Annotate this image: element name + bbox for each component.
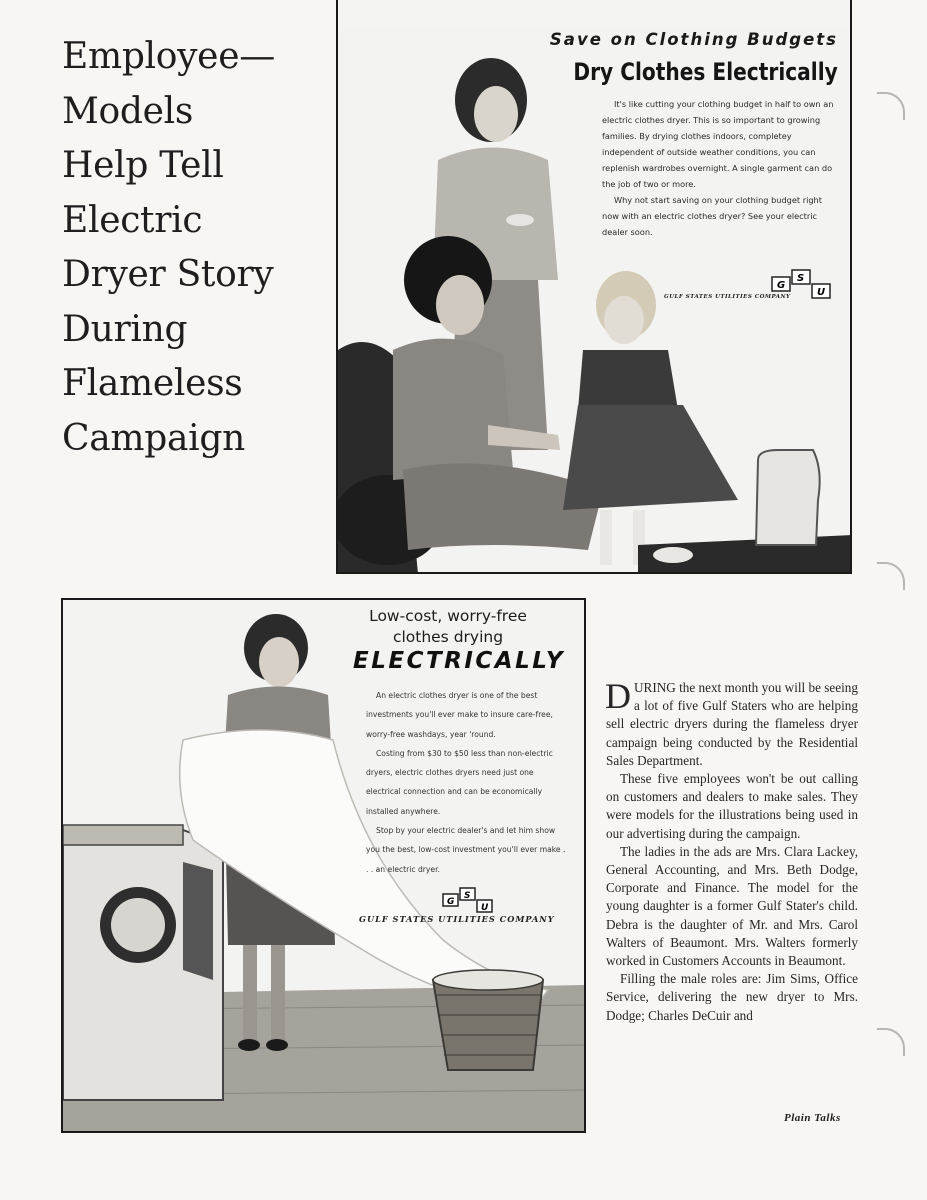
page-headline bbox=[62, 30, 312, 466]
punch-hole bbox=[877, 92, 905, 120]
ad-title: ELECTRICALLY bbox=[353, 648, 565, 674]
gsu-logo-icon bbox=[441, 886, 501, 916]
ad-paragraph: Why not start saving on your clothing budget right now with an electric clothes dryer? See your electric dealer soon. bbox=[602, 195, 822, 237]
ad-heading-line: Low-cost, worry-free bbox=[369, 607, 527, 625]
article-paragraph bbox=[605, 676, 858, 770]
headline-line: During bbox=[62, 308, 188, 350]
ad-tagline: Save on Clothing Budgets bbox=[549, 30, 838, 49]
logo-letter: U bbox=[481, 903, 489, 913]
headline-line: Models bbox=[62, 90, 194, 132]
logo-letter: S bbox=[464, 891, 471, 901]
headline-line: Employee— bbox=[62, 36, 275, 77]
logo-letter: U bbox=[817, 287, 826, 298]
advertisement-dry-clothes bbox=[336, 0, 852, 574]
headline-line: Campaign bbox=[62, 417, 245, 459]
ad-body-text bbox=[366, 686, 566, 879]
article-paragraph: The ladies in the ads are Mrs. Clara Lackey, General Accounting, and Mrs. Beth Dodge, Corporate and Finance. The model for the young daughter is a former Gulf Stater's child. Debra is the daughter of Mr. and Mrs. Carol Walters of Beaumont. Mrs. Walters formerly worked in Customers Accounts in Beaumont. bbox=[606, 843, 858, 969]
punch-hole bbox=[877, 1028, 905, 1056]
logo-letter: S bbox=[797, 273, 805, 284]
punch-hole bbox=[877, 562, 905, 590]
ad-paragraph: Stop by your electric dealer's and let him show you the best, low-cost investment you'll ever make . . . an electric dryer. bbox=[366, 826, 566, 874]
ad-paragraph: An electric clothes dryer is one of the best investments you'll ever make to insure care-free, worry-free washdays, year 'round. bbox=[366, 691, 553, 739]
ad-body-text bbox=[602, 96, 838, 240]
headline-line: Dryer Story bbox=[62, 254, 274, 295]
article-text bbox=[605, 676, 858, 1025]
logo-letter: G bbox=[777, 280, 786, 291]
ad-paragraph: It's like cutting your clothing budget in half to own an electric clothes dryer. This is so important to growing families. By drying clothes indoors, completey independent of outside weather conditions, you can replenish wardrobes overnight. A single garment can do the job of two or more. bbox=[602, 99, 834, 189]
ad-heading-line: clothes drying bbox=[392, 628, 504, 646]
article-paragraph: These five employees won't be out calling on customers and dealers to make sales. They were models for the illustrations being used in our advertising during the campaign. bbox=[606, 771, 858, 841]
company-name: GULF STATES UTILITIES COMPANY bbox=[359, 914, 555, 924]
logo-letter: G bbox=[447, 897, 455, 907]
company-name: GULF STATES UTILITIES COMPANY bbox=[664, 294, 791, 300]
headline-line: Help Tell bbox=[62, 145, 224, 186]
advertisement-electrically bbox=[61, 598, 586, 1133]
publication-footer: Plain Talks bbox=[784, 1112, 841, 1124]
ad-title: Dry Clothes Electrically bbox=[573, 58, 838, 86]
drop-cap: D bbox=[605, 676, 631, 716]
article-paragraph: Filling the male roles are: Jim Sims, Office Service, delivering the new dryer to Mrs. Dodge; Charles DeCuir and bbox=[606, 971, 858, 1023]
headline-line: Flameless bbox=[62, 363, 243, 404]
ad-paragraph: Costing from $30 to $50 less than non-electric dryers, electric clothes dryers need just one electrical connection and can be economically installed anywhere. bbox=[366, 748, 553, 816]
headline-line: Electric bbox=[62, 199, 203, 241]
ad-heading bbox=[348, 606, 548, 648]
article-first-paragraph-text: URING the next month you will be seeing a lot of five Gulf Staters who are helping sell electric dryers during the flameless dryer campaign being conducted by the Residential Sales Department. bbox=[606, 680, 858, 768]
